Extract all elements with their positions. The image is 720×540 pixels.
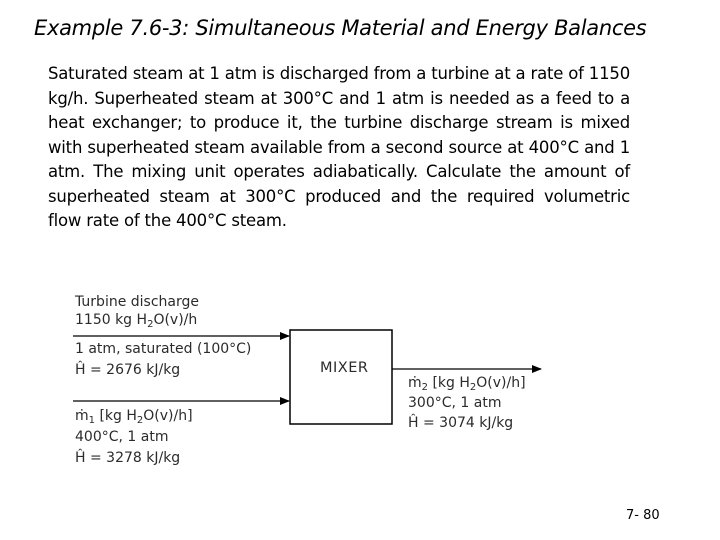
stream1-flow: 1150 kg $H_2O(v)/h$ — [75, 312, 198, 330]
stream1-label: Turbine discharge — [75, 294, 199, 310]
stream2-conditions: 400°C, 1 atm — [75, 429, 169, 445]
page-number: 7- 80 — [626, 508, 660, 523]
outlet-flow: ṁ$_2$ [kg $H_2O(v)/h$] — [408, 375, 526, 393]
stream2-flow: ṁ$_1$ [kg $H_2O(v)/h$] — [75, 408, 193, 426]
stream1-conditions: 1 atm, saturated (100°C) — [75, 341, 252, 357]
mixer-label: MIXER — [320, 360, 369, 376]
problem-statement: Saturated steam at 1 atm is discharged from a turbine at a rate of 1150 kg/h. Superheated steam at 300°C and 1 atm is needed as a feed to a heat exchanger; to produce it, the turbine discharge stream is mixed with superheated steam available from a second source at 400°C and 1 atm. The mixing unit operates adiabatically. Calculate the amount of superheated steam at 300°C produced and the required volumetric flow rate of the 400°C steam. — [48, 64, 630, 230]
stream1-enthalpy: Ĥ = 2676 kJ/kg — [75, 362, 181, 378]
mixer-box — [290, 330, 392, 424]
outlet-conditions: 300°C, 1 atm — [408, 395, 502, 411]
stream2-enthalpy: Ĥ = 3278 kJ/kg — [75, 450, 181, 466]
slide-title: Example 7.6-3: Simultaneous Material and Energy Balances — [34, 16, 647, 40]
outlet-enthalpy: Ĥ = 3074 kJ/kg — [408, 415, 514, 431]
